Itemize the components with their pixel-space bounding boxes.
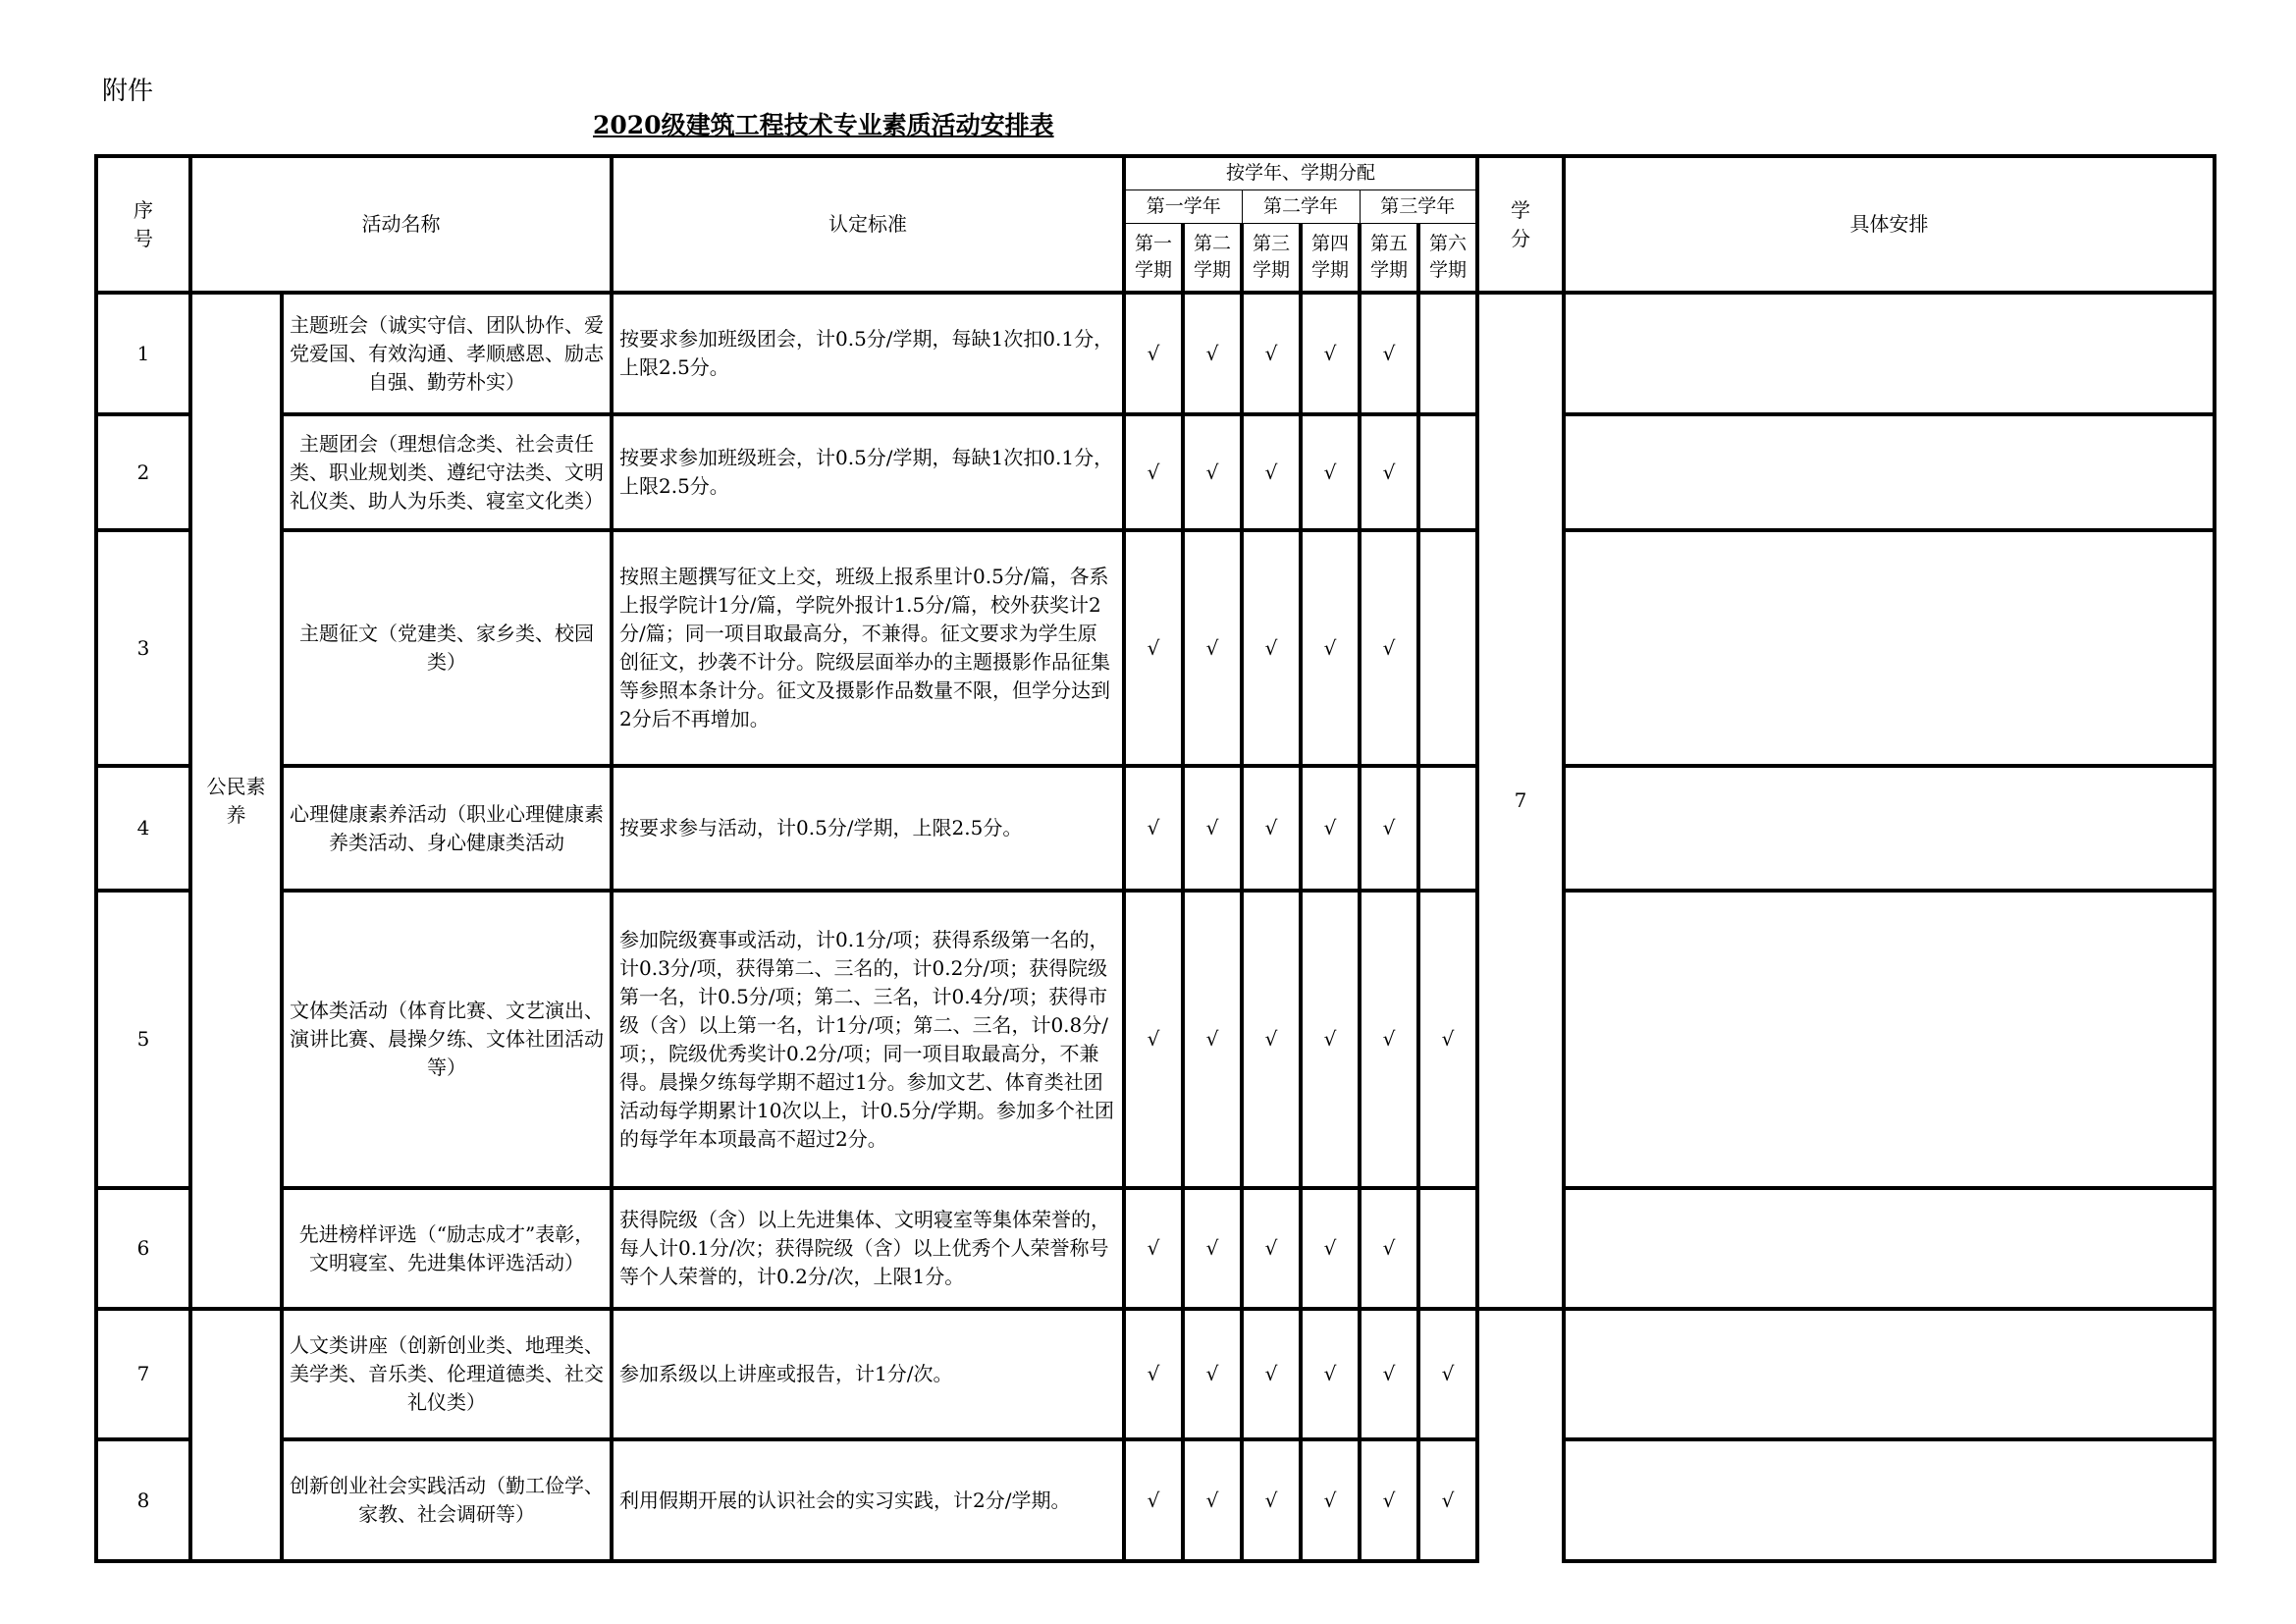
check-cell: √ <box>1242 1439 1301 1561</box>
row-standard: 按要求参与活动，计0.5分/学期，上限2.5分。 <box>612 766 1124 891</box>
row-activity-name: 主题班会（诚实守信、团队协作、爱党爱国、有效沟通、孝顺感恩、励志自强、勤劳朴实） <box>282 293 612 414</box>
header-semester-5 <box>1360 223 1418 293</box>
check-cell: √ <box>1301 766 1360 891</box>
check-cell: √ <box>1360 891 1418 1188</box>
row-arrangement <box>1564 891 2215 1188</box>
check-cell: √ <box>1242 766 1301 891</box>
category-cell-2 <box>190 1309 282 1561</box>
check-cell: √ <box>1360 766 1418 891</box>
check-cell: √ <box>1301 1309 1360 1439</box>
header-semester-1 <box>1124 223 1183 293</box>
check-cell: √ <box>1242 530 1301 766</box>
table-row <box>96 766 2215 891</box>
header-year-3: 第三学年 <box>1360 189 1477 223</box>
check-cell: √ <box>1301 530 1360 766</box>
check-cell: √ <box>1183 414 1242 530</box>
check-cell: √ <box>1183 891 1242 1188</box>
semester-1-text: 第一 学期 <box>1134 232 1172 281</box>
row-activity-name: 创新创业社会实践活动（勤工俭学、家教、社会调研等） <box>282 1439 612 1561</box>
semester-4-text: 第四 学期 <box>1310 232 1349 281</box>
attachment-label: 附件 <box>102 77 154 106</box>
header-credit <box>1477 156 1564 293</box>
check-cell: √ <box>1124 891 1183 1188</box>
check-cell <box>1418 293 1477 414</box>
check-cell: √ <box>1418 1309 1477 1439</box>
header-arrangement: 具体安排 <box>1564 156 2215 293</box>
row-activity-name: 心理健康素养活动（职业心理健康素养类活动、身心健康类活动 <box>282 766 612 891</box>
check-cell: √ <box>1360 530 1418 766</box>
table-row <box>96 1439 2215 1561</box>
category-credit-2 <box>1477 1309 1564 1561</box>
check-cell: √ <box>1242 293 1301 414</box>
check-cell <box>1418 530 1477 766</box>
check-cell: √ <box>1301 1439 1360 1561</box>
row-standard: 按要求参加班级团会，计0.5分/学期，每缺1次扣0.1分，上限2.5分。 <box>612 293 1124 414</box>
check-cell: √ <box>1360 1188 1418 1309</box>
page-title: 2020级建筑工程技术专业素质活动安排表 <box>593 111 1054 139</box>
row-activity-name: 主题征文（党建类、家乡类、校园类） <box>282 530 612 766</box>
check-cell: √ <box>1183 1309 1242 1439</box>
row-arrangement <box>1564 530 2215 766</box>
check-cell: √ <box>1360 414 1418 530</box>
check-cell: √ <box>1124 293 1183 414</box>
check-cell <box>1418 1188 1477 1309</box>
category-cell <box>190 293 282 1309</box>
row-arrangement <box>1564 1439 2215 1561</box>
check-cell: √ <box>1360 293 1418 414</box>
check-cell: √ <box>1242 414 1301 530</box>
row-seq: 1 <box>96 293 190 414</box>
header-semester-4 <box>1301 223 1360 293</box>
check-cell: √ <box>1183 1188 1242 1309</box>
check-cell: √ <box>1124 530 1183 766</box>
header-seq <box>96 156 190 293</box>
row-activity-name: 主题团会（理想信念类、社会责任类、职业规划类、遵纪守法类、文明礼仪类、助人为乐类、寝室文化类） <box>282 414 612 530</box>
check-cell: √ <box>1360 1309 1418 1439</box>
row-standard: 获得院级（含）以上先进集体、文明寝室等集体荣誉的，每人计0.1分/次；获得院级（含）以上优秀个人荣誉称号等个人荣誉的，计0.2分/次，上限1分。 <box>612 1188 1124 1309</box>
table-row <box>96 530 2215 766</box>
row-seq: 5 <box>96 891 190 1188</box>
check-cell: √ <box>1124 1188 1183 1309</box>
row-seq: 4 <box>96 766 190 891</box>
header-semester-3 <box>1242 223 1301 293</box>
row-activity-name: 文体类活动（体育比赛、文艺演出、演讲比赛、晨操夕练、文体社团活动等） <box>282 891 612 1188</box>
check-cell: √ <box>1418 1439 1477 1561</box>
category-credit: 7 <box>1477 293 1564 1309</box>
row-standard: 利用假期开展的认识社会的实习实践，计2分/学期。 <box>612 1439 1124 1561</box>
row-seq: 7 <box>96 1309 190 1439</box>
row-standard: 参加院级赛事或活动，计0.1分/项；获得系级第一名的，计0.3分/项，获得第二、三名的，计0.2分/项；获得院级第一名，计0.5分/项；第二、三名，计0.4分/项；获得市级（含）以上第一名，计1分/项；第二、三名，计0.8分/项；，院级优秀奖计0.2分/项；同一项目取最高分，不兼得。晨操夕练每学期不超过1分。参加文艺、体育类社团活动每学期累计10次以上，计0.5分/学期。参加多个社团的每学年本项最高不超过2分。 <box>612 891 1124 1188</box>
check-cell: √ <box>1418 891 1477 1188</box>
check-cell: √ <box>1301 293 1360 414</box>
table-row <box>96 1188 2215 1309</box>
semester-3-text: 第三 学期 <box>1252 232 1290 281</box>
table-row <box>96 293 2215 414</box>
row-seq: 6 <box>96 1188 190 1309</box>
check-cell: √ <box>1124 766 1183 891</box>
check-cell: √ <box>1360 1439 1418 1561</box>
check-cell: √ <box>1124 1439 1183 1561</box>
check-cell: √ <box>1124 1309 1183 1439</box>
row-seq: 8 <box>96 1439 190 1561</box>
check-cell: √ <box>1183 293 1242 414</box>
check-cell: √ <box>1183 766 1242 891</box>
check-cell <box>1418 414 1477 530</box>
row-arrangement <box>1564 293 2215 414</box>
semester-6-text: 第六 学期 <box>1429 232 1468 281</box>
header-semester-6 <box>1418 223 1477 293</box>
check-cell: √ <box>1183 530 1242 766</box>
check-cell: √ <box>1124 414 1183 530</box>
row-standard: 按要求参加班级班会，计0.5分/学期，每缺1次扣0.1分，上限2.5分。 <box>612 414 1124 530</box>
header-year-2: 第二学年 <box>1242 189 1360 223</box>
row-arrangement <box>1564 1309 2215 1439</box>
header-activity: 活动名称 <box>190 156 612 293</box>
check-cell: √ <box>1242 891 1301 1188</box>
row-activity-name: 人文类讲座（创新创业类、地理类、美学类、音乐类、伦理道德类、社交礼仪类） <box>282 1309 612 1439</box>
header-year-1: 第一学年 <box>1124 189 1242 223</box>
table-row <box>96 891 2215 1188</box>
row-arrangement <box>1564 766 2215 891</box>
header-standard: 认定标准 <box>612 156 1124 293</box>
check-cell: √ <box>1301 414 1360 530</box>
row-standard: 按照主题撰写征文上交，班级上报系里计0.5分/篇，各系上报学院计1分/篇，学院外报计1.5分/篇，校外获奖计2分/篇；同一项目取最高分，不兼得。征文要求为学生原创征文，抄袭不计分。院级层面举办的主题摄影作品征集等参照本条计分。征文及摄影作品数量不限，但学分达到2分后不再增加。 <box>612 530 1124 766</box>
category-label: 公民素 养 <box>206 774 266 827</box>
check-cell: √ <box>1301 1188 1360 1309</box>
check-cell: √ <box>1183 1439 1242 1561</box>
header-semester-2 <box>1183 223 1242 293</box>
check-cell: √ <box>1301 891 1360 1188</box>
check-cell: √ <box>1242 1188 1301 1309</box>
check-cell <box>1418 766 1477 891</box>
row-standard: 参加系级以上讲座或报告，计1分/次。 <box>612 1309 1124 1439</box>
semester-2-text: 第二 学期 <box>1193 232 1231 281</box>
table-row <box>96 414 2215 530</box>
semester-5-text: 第五 学期 <box>1369 232 1408 281</box>
table-row <box>96 1309 2215 1439</box>
row-seq: 2 <box>96 414 190 530</box>
activity-table <box>94 154 2216 1563</box>
header-distribution: 按学年、学期分配 <box>1124 156 1477 189</box>
header-seq-text: 序 号 <box>133 197 153 250</box>
row-arrangement <box>1564 414 2215 530</box>
row-arrangement <box>1564 1188 2215 1309</box>
header-credit-text: 学 分 <box>1511 197 1531 250</box>
check-cell: √ <box>1242 1309 1301 1439</box>
row-seq: 3 <box>96 530 190 766</box>
row-activity-name: 先进榜样评选（“励志成才”表彰，文明寝室、先进集体评选活动） <box>282 1188 612 1309</box>
